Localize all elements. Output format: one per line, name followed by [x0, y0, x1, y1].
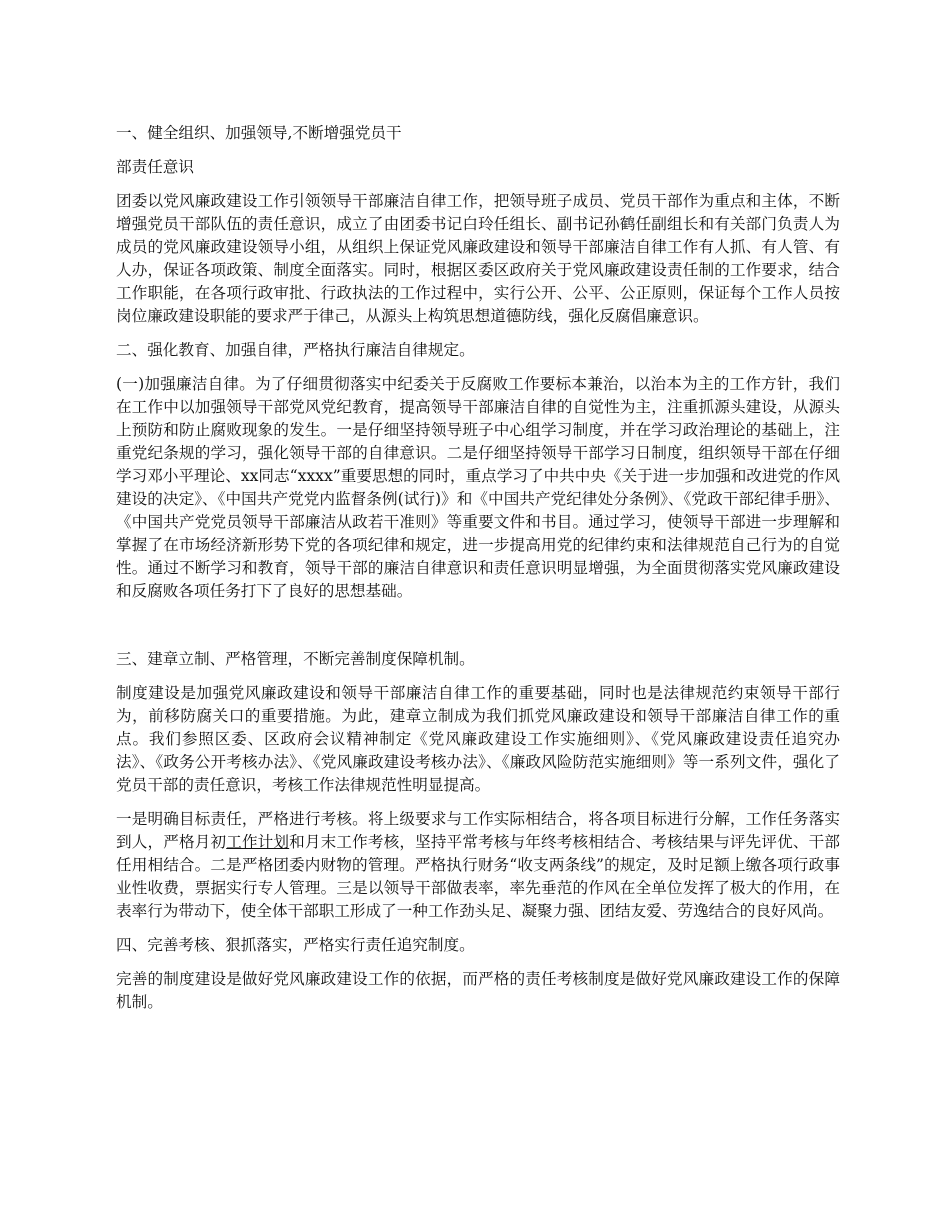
section3-paragraph-2-text-before: 一是明确目标责任，严格进行考核。将上级要求与工作实际相结合，将各项目标进行分解，工作任务落实到人，严格月初	[116, 810, 840, 851]
section3-paragraph-2-text-after: 和月末工作考核，坚持平常考核与年终考核相结合、考核结果与评先评优、干部任用相结合。二是严格团委内财物的管理。严格执行财务“收支两条线”的规定，及时足额上缴各项行政事业性收费，票据实行专人管理。三是以领导干部做表率，率先垂范的作风在全单位发挥了极大的作用，在表率行为带动下，使全体干部职工形成了一种工作劲头足、凝聚力强、团结友爱、劳逸结合的良好风尚。	[116, 833, 840, 920]
section-gap	[116, 614, 840, 648]
section3-paragraph-1: 制度建设是加强党风廉政建设和领导干部廉洁自律工作的重要基础，同时也是法律规范约束领导干部行为，前移防腐关口的重要措施。为此，建章立制成为我们抓党风廉政建设和领导干部廉洁自律工作的重点。我们参照区委、区政府会议精神制定《党风廉政建设工作实施细则》、《党风廉政建设责任追究办法》、《政务公开考核办法》、《党风廉政建设考核办法》、《廉政风险防范实施细则》等一系列文件，强化了党员干部的责任意识，考核工作法律规范性明显提高。	[116, 684, 840, 794]
work-plan-link[interactable]: 工作计划	[226, 833, 290, 851]
section1-heading-line1: 一、健全组织、加强领导,不断增强党员干	[116, 124, 402, 142]
section1-heading-line2: 部责任意识	[116, 158, 194, 176]
section1-paragraph: 团委以党风廉政建设工作引领领导干部廉洁自律工作，把领导班子成员、党员干部作为重点和主体，不断增强党员干部队伍的责任意识，成立了由团委书记白玲任组长、副书记孙鹤任副组长和有关部门负责人为成员的党风廉政建设领导小组，从组织上保证党风廉政建设和领导干部廉洁自律工作有人抓、有人管、有人办，保证各项政策、制度全面落实。同时，根据区委区政府关于党风廉政建设责任制的工作要求，结合工作职能，在各项行政审批、行政执法的工作过程中，实行公开、公平、公正原则，保证每个工作人员按岗位廉政建设职能的要求严于律己，从源头上构筑思想道德防线，强化反腐倡廉意识。	[116, 192, 840, 325]
section3-heading: 三、建章立制、严格管理，不断完善制度保障机制。	[116, 650, 475, 668]
section3-paragraph-2	[116, 808, 840, 923]
section2-heading: 二、强化教育、加强自律，严格执行廉洁自律规定。	[116, 341, 475, 359]
document-page	[116, 122, 840, 1025]
section4-paragraph: 完善的制度建设是做好党风廉政建设工作的依据，而严格的责任考核制度是做好党风廉政建设工作的保障机制。	[116, 970, 840, 1011]
section2-paragraph: (一)加强廉洁自律。为了仔细贯彻落实中纪委关于反腐败工作要标本兼治，以治本为主的工作方针，我们在工作中以加强领导干部党风党纪教育，提高领导干部廉洁自律的自觉性为主，注重抓源头建设，从源头上预防和防止腐败现象的发生。一是仔细坚持领导班子中心组学习制度，并在学习政治理论的基础上，注重党纪条规的学习，强化领导干部的自律意识。二是仔细坚持领导干部学习日制度，组织领导干部在仔细学习邓小平理论、xx同志“xxxx”重要思想的同时，重点学习了中共中央《关于进一步加强和改进党的作风建设的决定》、《中国共产党党内监督条例(试行)》和《中国共产党纪律处分条例》、《党政干部纪律手册》、《中国共产党党员领导干部廉洁从政若干准则》等重要文件和书目。通过学习，使领导干部进一步理解和掌握了在市场经济新形势下党的各项纪律和规定，进一步提高用党的纪律约束和法律规范自己行为的自觉性。通过不断学习和教育，领导干部的廉洁自律意识和责任意识明显增强，为全面贯彻落实党风廉政建设和反腐败各项任务打下了良好的思想基础。	[116, 375, 840, 600]
section4-heading: 四、完善考核、狠抓落实，严格实行责任追究制度。	[116, 936, 475, 954]
